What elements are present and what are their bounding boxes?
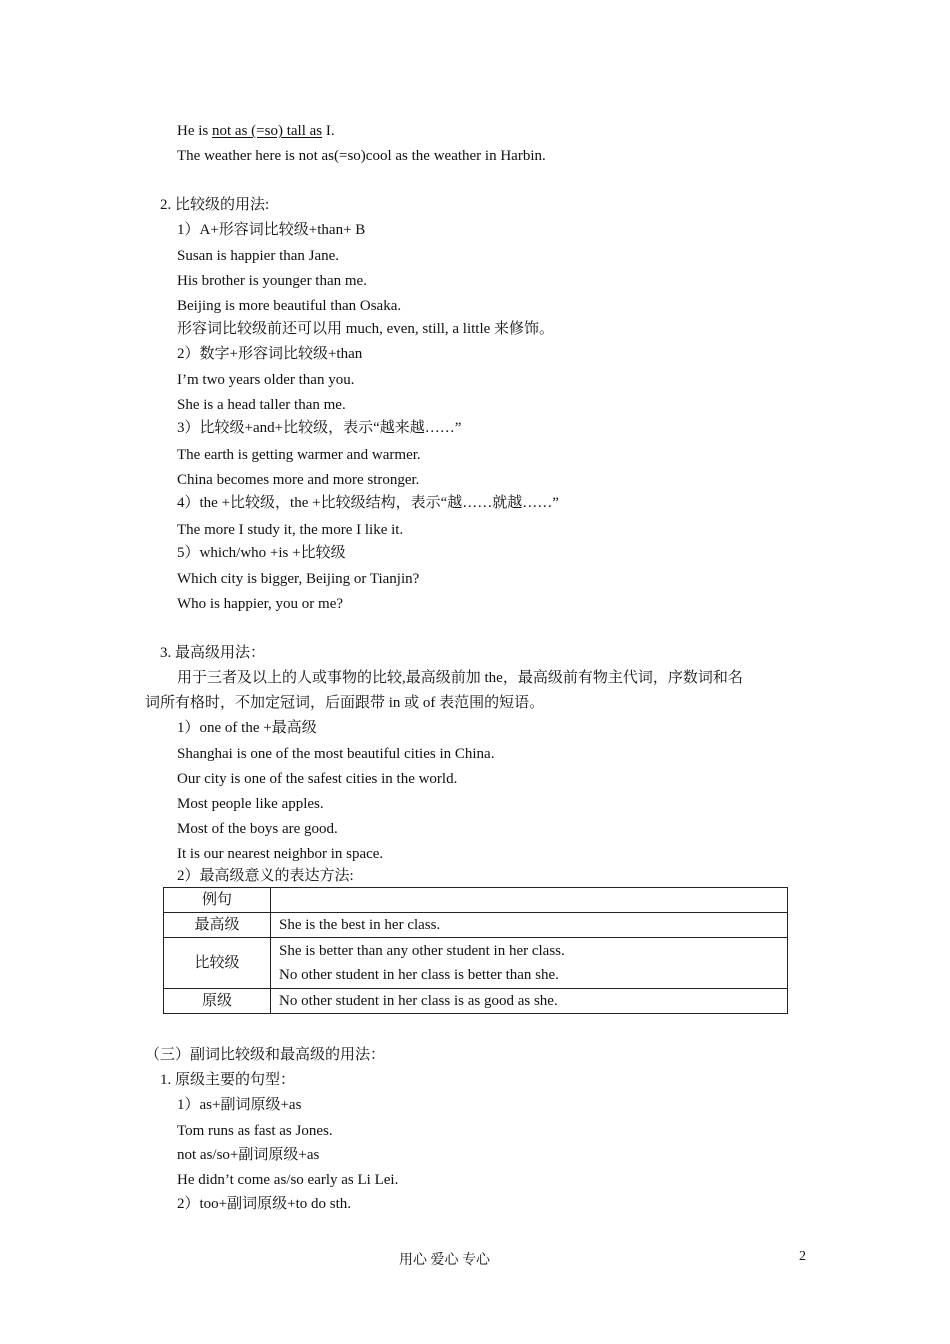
- subheading: 2）too+副词原级+to do sth.: [177, 1196, 352, 1212]
- table-cell-line: No other student in her class is better than she.: [279, 967, 559, 983]
- example-sentence: Our city is one of the safest cities in the world.: [177, 771, 458, 787]
- table-header-cell: 例句: [164, 888, 271, 913]
- section-heading: 1. 原级主要的句型：: [160, 1072, 296, 1088]
- table-cell: 比较级: [164, 938, 271, 989]
- footer-motto: 用心 爱心 专心: [399, 1253, 490, 1268]
- table-cell: 最高级: [164, 913, 271, 938]
- page-number: 2: [799, 1249, 806, 1264]
- example-sentence: She is a head taller than me.: [177, 397, 346, 413]
- example-sentence: Most people like apples.: [177, 796, 324, 812]
- example-sentence: Which city is bigger, Beijing or Tianjin?: [177, 571, 420, 587]
- underlined-phrase: not as (=so) tall as: [212, 123, 323, 139]
- example-sentence: I’m two years older than you.: [177, 372, 355, 388]
- table-cell: [271, 938, 788, 989]
- example-sentence: It is our nearest neighbor in space.: [177, 846, 384, 862]
- paragraph-line: 用于三者及以上的人或事物的比较,最高级前加 the，最高级前有物主代词，序数词和名: [177, 670, 743, 686]
- table-cell: She is the best in her class.: [271, 913, 788, 938]
- subheading: 1）one of the +最高级: [177, 720, 317, 736]
- table-cell: 原级: [164, 989, 271, 1014]
- table-cell: No other student in her class is as good as she.: [271, 989, 788, 1014]
- subheading: not as/so+副词原级+as: [177, 1147, 320, 1163]
- example-sentence: His brother is younger than me.: [177, 273, 367, 289]
- superlative-expression-table: [163, 887, 788, 1014]
- table-row: [164, 938, 788, 989]
- section-heading: 2. 比较级的用法:: [160, 197, 270, 213]
- text-line: The weather here is not as(=so)cool as the weather in Harbin.: [177, 148, 546, 164]
- example-sentence: Tom runs as fast as Jones.: [177, 1123, 333, 1139]
- paragraph-line: 词所有格时，不加定冠词，后面跟带 in 或 of 表范围的短语。: [145, 695, 545, 711]
- example-sentence: Who is happier, you or me?: [177, 596, 344, 612]
- text-line: [177, 121, 335, 141]
- text-run: He is: [177, 123, 212, 139]
- example-sentence: Susan is happier than Jane.: [177, 248, 340, 264]
- table-row: [164, 913, 788, 938]
- example-sentence: China becomes more and more stronger.: [177, 472, 420, 488]
- subheading: 3）比较级+and+比较级，表示“越来越……”: [177, 420, 462, 436]
- example-sentence: Most of the boys are good.: [177, 821, 338, 837]
- table-row: [164, 989, 788, 1014]
- table-cell-line: She is better than any other student in her class.: [279, 943, 565, 959]
- subheading: 5）which/who +is +比较级: [177, 545, 346, 561]
- subheading: 1）A+形容词比较级+than+ B: [177, 222, 366, 238]
- example-sentence: The more I study it, the more I like it.: [177, 522, 404, 538]
- example-sentence: He didn’t come as/so early as Li Lei.: [177, 1172, 399, 1188]
- text-run: I.: [322, 123, 335, 139]
- subheading: 4）the +比较级，the +比较级结构，表示“越……就越……”: [177, 495, 559, 511]
- example-sentence: Shanghai is one of the most beautiful cities in China.: [177, 746, 495, 762]
- note-line: 形容词比较级前还可以用 much, even, still, a little 来修饰。: [177, 321, 555, 337]
- section-heading: 3. 最高级用法：: [160, 645, 266, 661]
- example-sentence: Beijing is more beautiful than Osaka.: [177, 298, 402, 314]
- table-header-cell: [271, 888, 788, 913]
- example-sentence: The earth is getting warmer and warmer.: [177, 447, 421, 463]
- subheading: 2）最高级意义的表达方法:: [177, 868, 354, 884]
- subheading: 1）as+副词原级+as: [177, 1097, 302, 1113]
- section-heading: （三）副词比较级和最高级的用法：: [145, 1047, 386, 1063]
- subheading: 2）数字+形容词比较级+than: [177, 346, 363, 362]
- table-row: [164, 888, 788, 913]
